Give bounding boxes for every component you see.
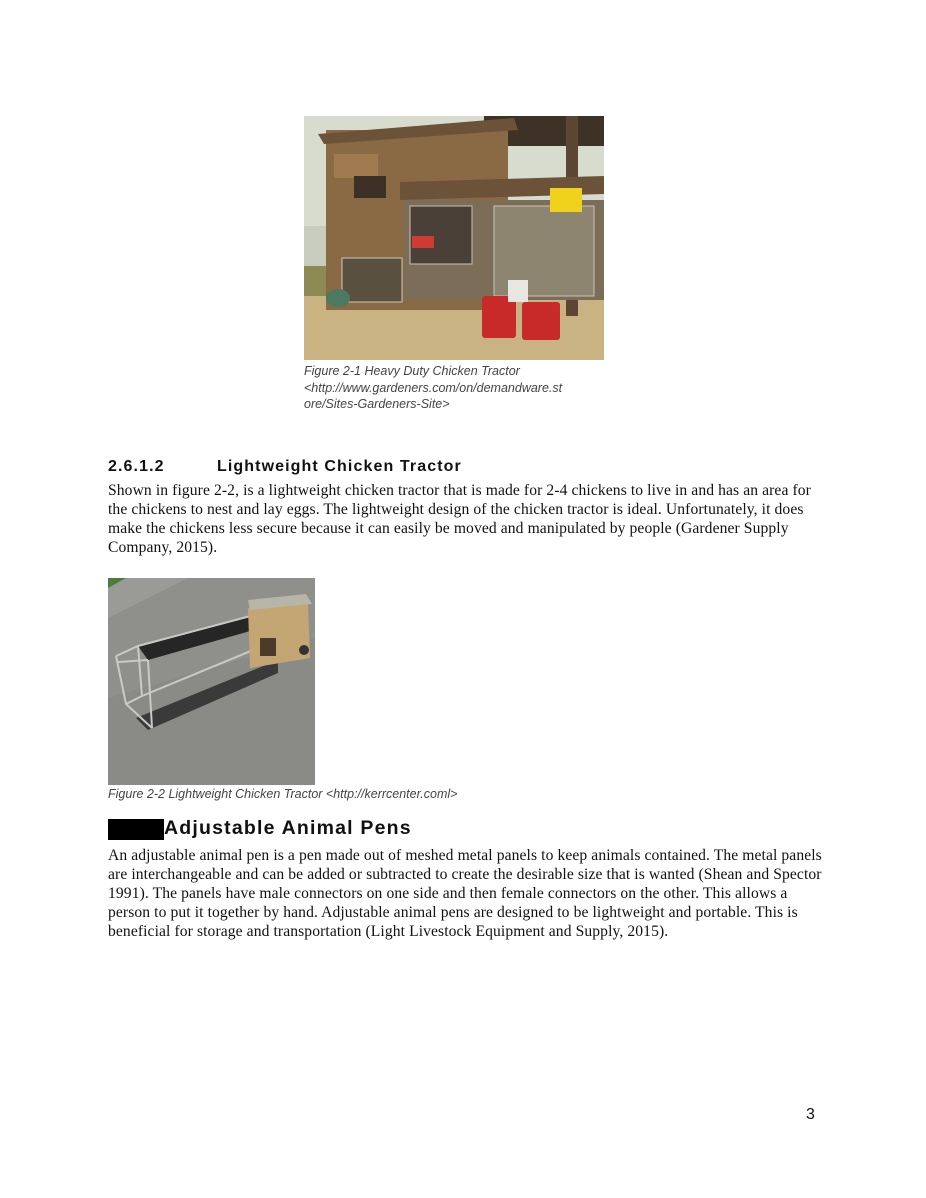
page-number: 3 xyxy=(806,1106,815,1123)
section-paragraph: Shown in figure 2-2, is a lightweight chicken tractor that is made for 2-4 chickens to live in and has an area for the chickens to nest and lay eggs. The lightweight design of the chicken tractor is ideal. Unfortunately, it does make the chickens less secure because it can easily be moved and manipulated by people (Gardener Supply Company, 2015). xyxy=(108,482,811,556)
redaction-bar xyxy=(108,819,164,840)
figure-2-1-caption: Figure 2-1 Heavy Duty Chicken Tractor <http://www.gardeners.com/on/demandware.st ore/Sites-Gardeners-Site> xyxy=(304,364,563,411)
figure-2-2-caption: Figure 2-2 Lightweight Chicken Tractor <http://kerrcenter.coml> xyxy=(108,787,458,801)
section-number: 2.6.1.2 xyxy=(108,458,165,475)
section-paragraph: An adjustable animal pen is a pen made out of meshed metal panels to keep animals contained. The metal panels are interchangeable and can be added or subtracted to create the desirable size that is wanted (Shean and Spector 1991). The panels have male connectors on one side and then female connectors on the other. This allows a person to put it together by hand. Adjustable animal pens are designed to be lightweight and portable. This is beneficial for storage and transportation (Light Livestock Equipment and Supply, 2015). xyxy=(108,847,822,940)
lightweight-chicken-tractor-image xyxy=(108,578,315,785)
heavy-duty-chicken-tractor-image xyxy=(304,116,604,360)
section-heading: Adjustable Animal Pens xyxy=(164,817,412,839)
section-heading: Lightweight Chicken Tractor xyxy=(217,458,462,475)
